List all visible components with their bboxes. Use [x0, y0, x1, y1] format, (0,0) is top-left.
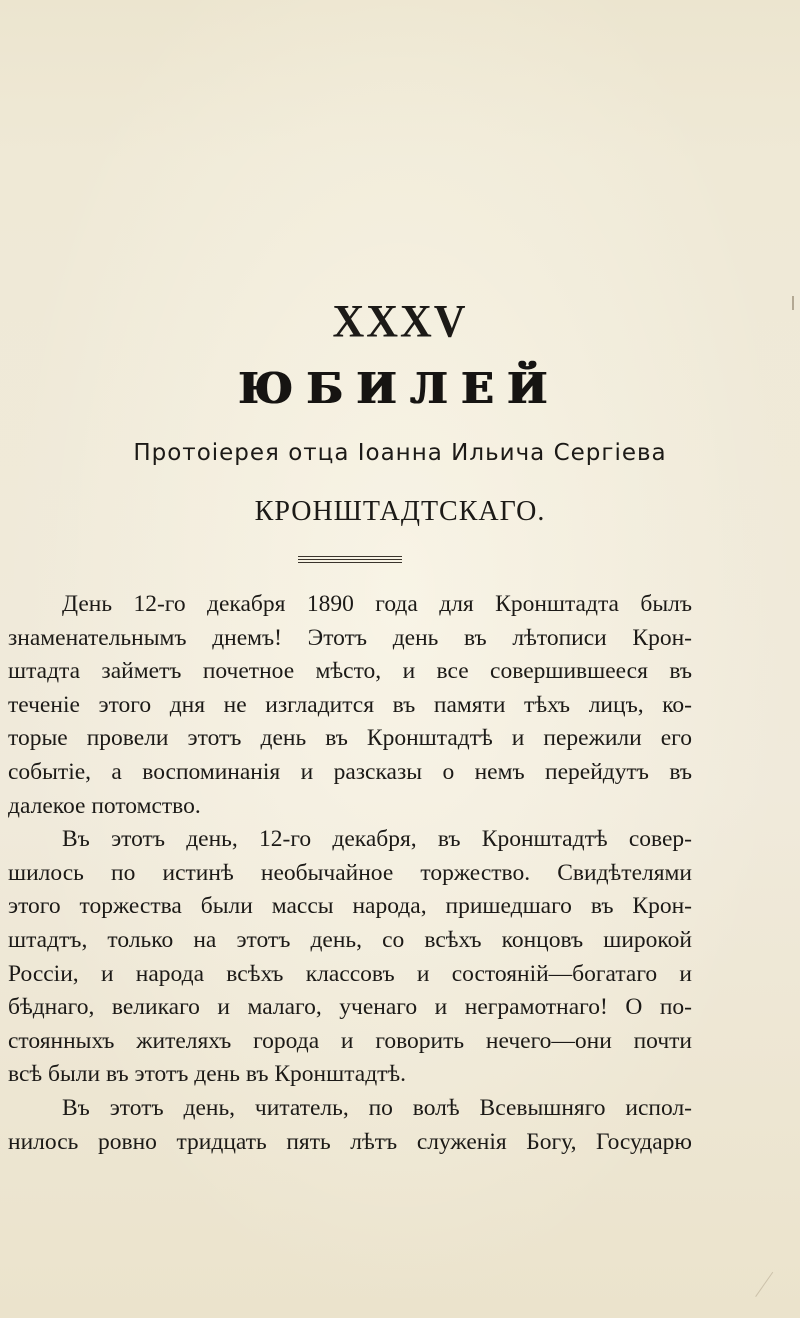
text-line: бѣднаго, великаго и малаго, ученаго и неграмотнаго! О по-	[8, 994, 692, 1021]
title-divider	[298, 556, 402, 564]
text-line: всѣ были въ этотъ день въ Кронштадтѣ.	[8, 1061, 407, 1088]
text-line: Въ этотъ день, 12-го декабря, въ Кронштадтѣ совер-	[62, 826, 692, 853]
text-line: Россіи, и народа всѣхъ классовъ и состояній—богатаго и	[8, 960, 692, 987]
text-line: далекое потомство.	[8, 792, 201, 819]
page-edge-mark	[792, 296, 794, 310]
text-line: торые провели этотъ день въ Кронштадтѣ и пережили его	[8, 725, 692, 752]
page-corner-crease	[755, 1272, 798, 1314]
chapter-place: КРОНШТАДТСКАГО.	[254, 496, 546, 527]
chapter-number: XXXV	[332, 295, 468, 348]
text-line: знаменательнымъ днемъ! Этотъ день въ лѣтописи Крон-	[8, 624, 692, 651]
text-line: событіе, а воспоминанія и разсказы о немъ перейдутъ въ	[8, 758, 692, 785]
body-text	[8, 588, 692, 1159]
text-line: теченіе этого дня не изгладится въ памяти тѣхъ лицъ, ко-	[8, 691, 692, 718]
text-line: Въ этотъ день, читатель, по волѣ Всевышняго испол-	[62, 1094, 692, 1121]
chapter-title: ЮБИЛЕЙ	[238, 364, 562, 413]
text-line: стоянныхъ жителяхъ города и говорить нечего—они почти	[8, 1027, 692, 1054]
text-line: штадтъ, только на этотъ день, со всѣхъ концовъ широкой	[8, 926, 692, 953]
text-line: День 12-го декабря 1890 года для Кронштадта былъ	[62, 591, 692, 617]
text-line: нилось ровно тридцать пять лѣтъ служенія Богу, Государю	[8, 1128, 692, 1155]
chapter-subtitle: Протоіерея отца Іоанна Ильича Сергіева	[133, 440, 667, 466]
text-line: штадта займетъ почетное мѣсто, и все совершившееся въ	[8, 658, 692, 685]
text-line: этого торжества были массы народа, пришедшаго въ Крон-	[8, 893, 692, 920]
text-line: шилось по истинѣ необычайное торжество. Свидѣтелями	[8, 859, 692, 886]
